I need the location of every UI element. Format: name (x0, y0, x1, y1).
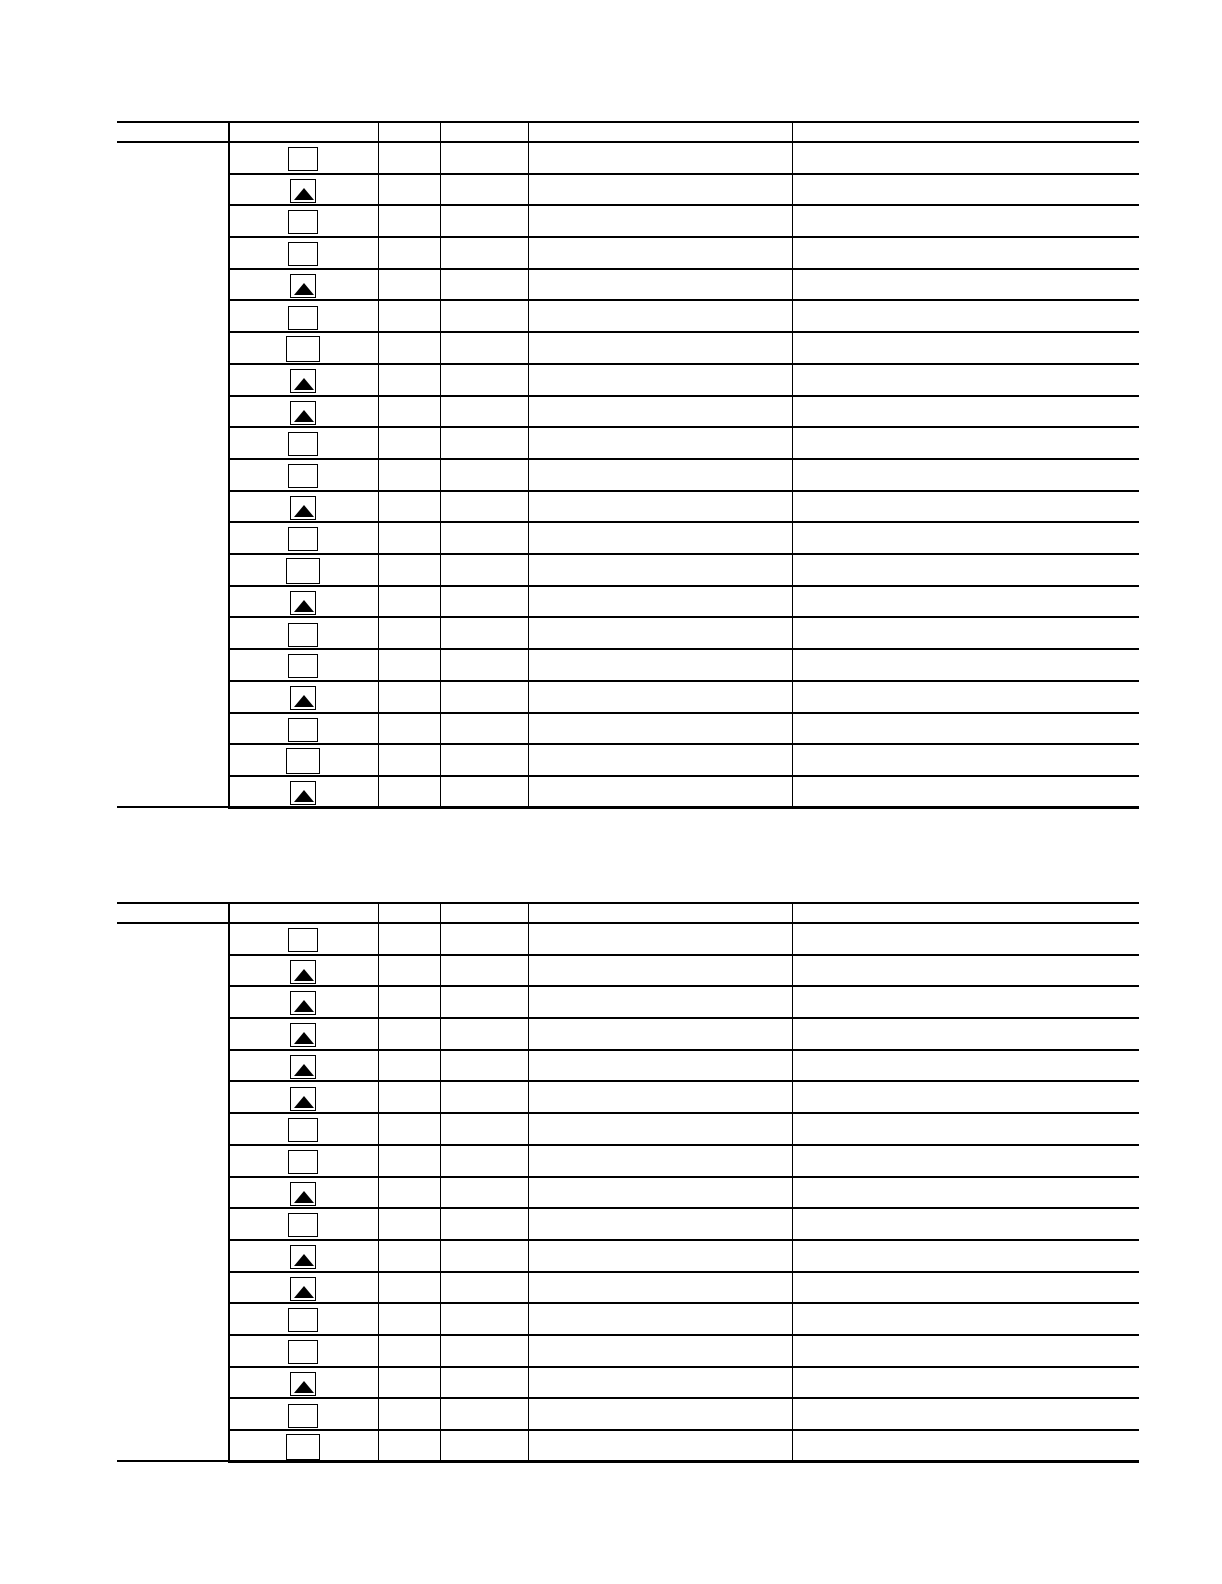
table-cell (798, 1304, 1133, 1334)
table-cell (384, 555, 434, 585)
table-cell (384, 333, 434, 363)
table-cell (446, 1019, 522, 1049)
table-cell (384, 397, 434, 427)
table-cell (798, 619, 1133, 649)
table-row (228, 956, 1139, 988)
column-header (382, 904, 436, 922)
table-cell (534, 302, 786, 332)
table-row (228, 777, 1139, 809)
empty-box-icon (288, 1118, 318, 1142)
table-row (228, 143, 1139, 175)
table-cell (534, 619, 786, 649)
table-cell (446, 1400, 522, 1430)
table-cell (446, 365, 522, 395)
table-cell (534, 1336, 786, 1366)
table-cell (446, 523, 522, 553)
table-cell (798, 714, 1133, 744)
table-cell (798, 987, 1133, 1017)
table-cell (384, 365, 434, 395)
triangle-symbol-icon (290, 781, 316, 805)
table-cell (446, 987, 522, 1017)
table-cell (384, 1400, 434, 1430)
column-header (796, 904, 1135, 922)
table-cell (798, 1273, 1133, 1303)
column-header (232, 904, 374, 922)
table-cell (798, 428, 1133, 458)
table-cell (798, 1083, 1133, 1113)
table-row (228, 1400, 1139, 1432)
column-header (796, 123, 1135, 141)
table-cell (384, 238, 434, 268)
empty-box-icon (286, 558, 320, 584)
table-cell (446, 650, 522, 680)
table-row (228, 1051, 1139, 1083)
table-row (228, 924, 1139, 956)
table-cell (534, 523, 786, 553)
table-cell (534, 555, 786, 585)
table-cell (798, 1209, 1133, 1239)
empty-box-icon (288, 928, 318, 952)
table-row (228, 428, 1139, 460)
table-row (228, 1368, 1139, 1400)
table-cell (384, 987, 434, 1017)
table-row (228, 555, 1139, 587)
table-row (228, 1336, 1139, 1368)
triangle-symbol-icon (290, 369, 316, 393)
table-cell (534, 238, 786, 268)
table-cell (384, 924, 434, 954)
table-cell (534, 924, 786, 954)
table-row (228, 270, 1139, 302)
empty-box-icon (288, 654, 318, 678)
table-cell (534, 1273, 786, 1303)
table-cell (446, 714, 522, 744)
table-cell (798, 1400, 1133, 1430)
table-cell (446, 302, 522, 332)
table-cell (446, 175, 522, 205)
empty-box-icon (288, 1340, 318, 1364)
table-cell (798, 650, 1133, 680)
table-row (228, 745, 1139, 777)
table-row (228, 1019, 1139, 1051)
empty-box-icon (288, 1404, 318, 1428)
table-cell (798, 397, 1133, 427)
table-cell (446, 1083, 522, 1113)
table-cell (384, 1209, 434, 1239)
column-header (121, 123, 224, 141)
table-cell (798, 555, 1133, 585)
column-header (444, 904, 524, 922)
table-cell (798, 587, 1133, 617)
table-cell (798, 492, 1133, 522)
table-cell (384, 1146, 434, 1176)
table-cell (534, 428, 786, 458)
table-row (228, 1209, 1139, 1241)
table-cell (446, 143, 522, 173)
table-cell (446, 492, 522, 522)
table-cell (446, 956, 522, 986)
table-cell (446, 1114, 522, 1144)
empty-box-icon (288, 242, 318, 266)
table-cell (798, 777, 1133, 807)
table-cell (798, 1368, 1133, 1398)
table-cell (798, 1241, 1133, 1271)
table-cell (446, 397, 522, 427)
table-cell (446, 745, 522, 775)
table-row (228, 238, 1139, 270)
table-cell (384, 587, 434, 617)
table-row (228, 1178, 1139, 1210)
table-cell (384, 302, 434, 332)
table-cell (446, 1209, 522, 1239)
table-cell (446, 428, 522, 458)
table-cell (534, 1051, 786, 1081)
table-cell (534, 1304, 786, 1334)
table-cell (446, 1241, 522, 1271)
table-cell (798, 924, 1133, 954)
table-cell (446, 1304, 522, 1334)
table-cell (384, 492, 434, 522)
table-row (228, 523, 1139, 555)
table-cell (798, 238, 1133, 268)
table-row (228, 397, 1139, 429)
triangle-symbol-icon (290, 991, 316, 1015)
table-cell (384, 206, 434, 236)
table-bottom-rule (117, 806, 1139, 808)
empty-box-icon (288, 623, 318, 647)
table-row (228, 1431, 1139, 1463)
table-cell (534, 1209, 786, 1239)
column-header (121, 904, 224, 922)
table-cell (384, 682, 434, 712)
table-row (228, 365, 1139, 397)
table-cell (534, 1114, 786, 1144)
table-cell (384, 1241, 434, 1271)
table-cell (534, 397, 786, 427)
table-row (228, 619, 1139, 651)
triangle-symbol-icon (290, 496, 316, 520)
table-cell (534, 333, 786, 363)
table-cell (798, 1336, 1133, 1366)
table-cell (446, 270, 522, 300)
table-cell (798, 1178, 1133, 1208)
table-cell (534, 587, 786, 617)
empty-box-icon (288, 527, 318, 551)
table-cell (446, 1368, 522, 1398)
table-cell (384, 745, 434, 775)
table-row (228, 175, 1139, 207)
table-cell (798, 1146, 1133, 1176)
table-cell (384, 619, 434, 649)
table-row (228, 492, 1139, 524)
table-cell (798, 460, 1133, 490)
triangle-symbol-icon (290, 1277, 316, 1301)
table-cell (384, 777, 434, 807)
triangle-symbol-icon (290, 1087, 316, 1111)
table-cell (798, 1019, 1133, 1049)
table-cell (534, 1019, 786, 1049)
column-header (532, 123, 788, 141)
table-row (228, 650, 1139, 682)
table-cell (534, 714, 786, 744)
empty-box-icon (288, 1213, 318, 1237)
triangle-symbol-icon (290, 1372, 316, 1396)
table-cell (798, 333, 1133, 363)
table-cell (384, 1273, 434, 1303)
table-cell (446, 206, 522, 236)
table-cell (446, 619, 522, 649)
table-cell (798, 206, 1133, 236)
empty-box-icon (288, 1308, 318, 1332)
table-cell (446, 1178, 522, 1208)
table-2 (117, 902, 1139, 1461)
triangle-symbol-icon (290, 1023, 316, 1047)
table-cell (384, 428, 434, 458)
table-cell (446, 682, 522, 712)
table-cell (534, 270, 786, 300)
table-cell (384, 1051, 434, 1081)
table-cell (534, 1241, 786, 1271)
column-header (382, 123, 436, 141)
table-row (228, 333, 1139, 365)
table-cell (534, 1400, 786, 1430)
table-cell (384, 460, 434, 490)
table-bottom-rule (117, 1460, 1139, 1462)
table-cell (534, 175, 786, 205)
table-cell (384, 1083, 434, 1113)
triangle-symbol-icon (290, 686, 316, 710)
table-row (228, 987, 1139, 1019)
triangle-symbol-icon (290, 591, 316, 615)
table-1 (117, 121, 1139, 807)
table-cell (446, 587, 522, 617)
table-cell (798, 1431, 1133, 1461)
table-cell (534, 650, 786, 680)
triangle-symbol-icon (290, 1055, 316, 1079)
table-cell (446, 1431, 522, 1461)
column-header (444, 123, 524, 141)
table-cell (384, 1336, 434, 1366)
table-row (228, 714, 1139, 746)
table-row (228, 460, 1139, 492)
table-row (228, 587, 1139, 619)
table-cell (446, 1273, 522, 1303)
table-cell (534, 956, 786, 986)
table-cell (384, 650, 434, 680)
empty-box-icon (288, 210, 318, 234)
empty-box-icon (288, 718, 318, 742)
table-row (228, 1083, 1139, 1115)
table-cell (798, 682, 1133, 712)
table-cell (384, 1431, 434, 1461)
table-row (228, 1241, 1139, 1273)
table-cell (798, 270, 1133, 300)
table-cell (384, 175, 434, 205)
table-cell (534, 460, 786, 490)
table-row (228, 1114, 1139, 1146)
table-cell (384, 1114, 434, 1144)
table-cell (534, 682, 786, 712)
table-row (228, 1146, 1139, 1178)
triangle-symbol-icon (290, 960, 316, 984)
table-cell (446, 1051, 522, 1081)
table-cell (446, 777, 522, 807)
table-cell (798, 1114, 1133, 1144)
empty-box-icon (288, 306, 318, 330)
table-cell (534, 1178, 786, 1208)
table-cell (534, 745, 786, 775)
table-cell (534, 1083, 786, 1113)
empty-box-icon (286, 1434, 320, 1460)
table-cell (384, 1368, 434, 1398)
table-row (228, 1273, 1139, 1305)
table-cell (798, 302, 1133, 332)
table-row (228, 1304, 1139, 1336)
empty-box-icon (288, 432, 318, 456)
table-cell (384, 143, 434, 173)
table-cell (446, 1336, 522, 1366)
table-cell (446, 460, 522, 490)
table-cell (384, 714, 434, 744)
triangle-symbol-icon (290, 401, 316, 425)
table-cell (534, 1368, 786, 1398)
table-cell (534, 492, 786, 522)
table-cell (384, 1019, 434, 1049)
empty-box-icon (286, 748, 320, 774)
table-cell (446, 924, 522, 954)
table-cell (798, 745, 1133, 775)
triangle-symbol-icon (290, 1245, 316, 1269)
table-cell (384, 270, 434, 300)
triangle-symbol-icon (290, 274, 316, 298)
table-cell (446, 555, 522, 585)
empty-box-icon (288, 464, 318, 488)
table-cell (534, 365, 786, 395)
table-cell (798, 143, 1133, 173)
table-cell (446, 333, 522, 363)
table-cell (384, 523, 434, 553)
table-cell (798, 523, 1133, 553)
empty-box-icon (288, 1150, 318, 1174)
table-cell (384, 1178, 434, 1208)
table-cell (798, 956, 1133, 986)
triangle-symbol-icon (290, 1182, 316, 1206)
table-cell (534, 777, 786, 807)
triangle-symbol-icon (290, 179, 316, 203)
table-cell (534, 206, 786, 236)
table-cell (534, 987, 786, 1017)
table-cell (534, 1431, 786, 1461)
empty-box-icon (286, 336, 320, 362)
table-cell (446, 238, 522, 268)
table-row (228, 682, 1139, 714)
column-header (232, 123, 374, 141)
table-cell (534, 143, 786, 173)
table-cell (384, 956, 434, 986)
table-cell (798, 175, 1133, 205)
table-cell (446, 1146, 522, 1176)
empty-box-icon (288, 147, 318, 171)
table-cell (798, 365, 1133, 395)
table-cell (534, 1146, 786, 1176)
table-cell (384, 1304, 434, 1334)
table-cell (798, 1051, 1133, 1081)
column-header (532, 904, 788, 922)
table-row (228, 302, 1139, 334)
table-row (228, 206, 1139, 238)
